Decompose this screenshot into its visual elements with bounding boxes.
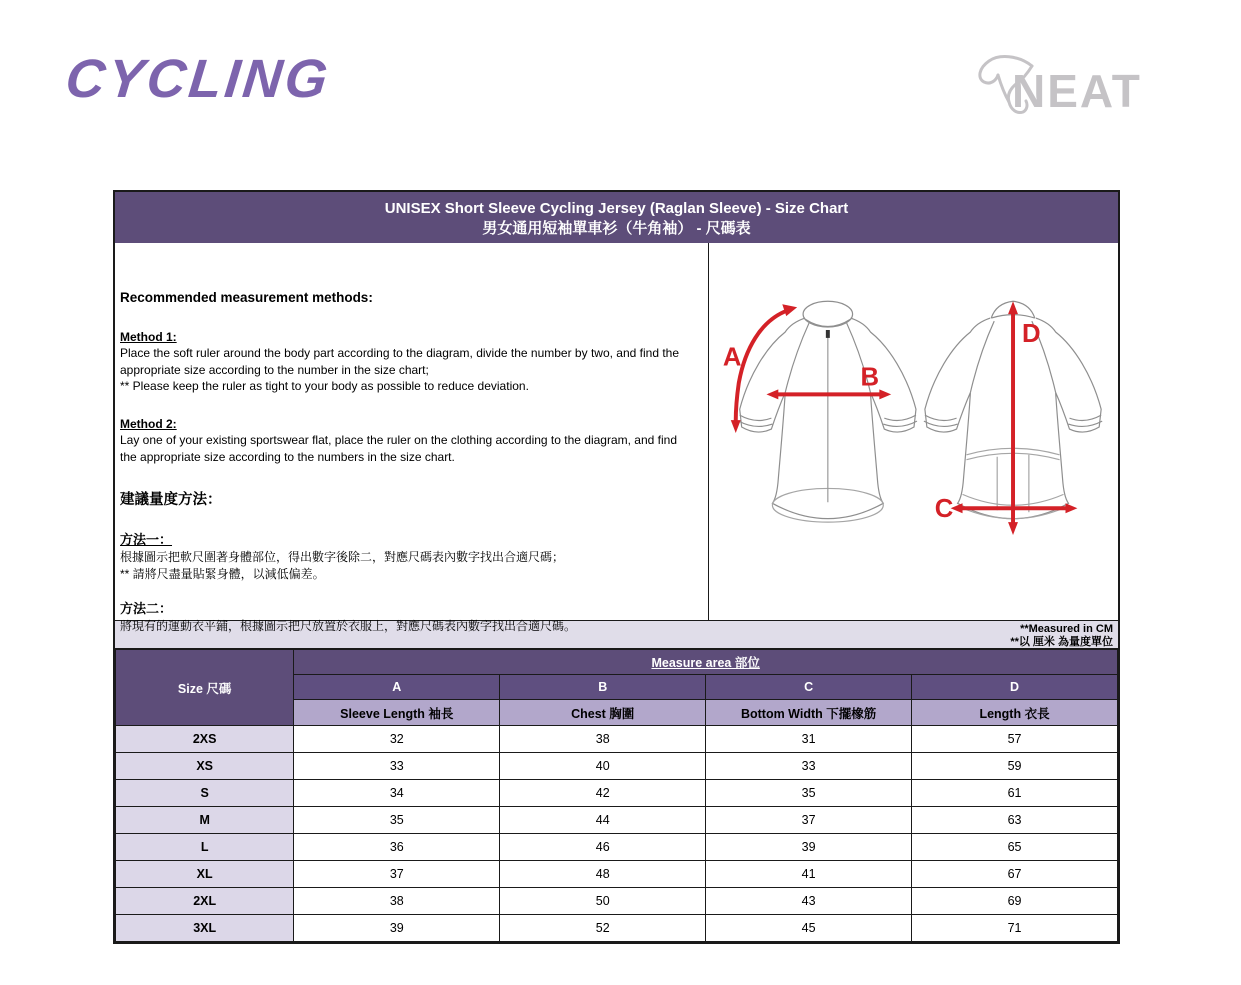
value-cell: 63	[912, 807, 1118, 834]
methods-heading-zh: 建議量度方法：	[120, 492, 222, 509]
zipper-pull	[826, 330, 830, 338]
method1-zh-text: 根據圖示把軟尺圍著身體部位，得出數字後除二，對應尺碼表內數字找出合適尺碼；	[120, 550, 565, 565]
value-cell: 39	[294, 915, 500, 942]
value-cell: 39	[706, 834, 912, 861]
label-b: B	[860, 363, 880, 392]
size-table	[115, 649, 1118, 942]
column-label-b: Chest 胸圍	[500, 700, 706, 726]
value-cell: 33	[706, 753, 912, 780]
methods-heading-en: Recommended measurement methods:	[120, 290, 373, 305]
document-title	[115, 192, 1118, 243]
value-cell: 38	[500, 726, 706, 753]
column-key-b: B	[500, 675, 706, 700]
value-cell: 34	[294, 780, 500, 807]
method2-title: Method 2:	[120, 416, 177, 431]
measurement-methods-panel	[115, 243, 709, 634]
value-cell: 36	[294, 834, 500, 861]
table-row	[116, 834, 1118, 861]
value-cell: 48	[500, 861, 706, 888]
method1-zh-title: 方法一：	[120, 532, 173, 548]
size-chart-document	[113, 190, 1120, 944]
title-line-zh: 男女通用短袖單車衫（牛角袖） - 尺碼表	[482, 219, 751, 237]
value-cell: 45	[706, 915, 912, 942]
method1-title: Method 1:	[120, 329, 177, 344]
value-cell: 57	[912, 726, 1118, 753]
table-row	[116, 807, 1118, 834]
column-label-c: Bottom Width 下擺橡筋	[706, 700, 912, 726]
neat-logo-text: NEAT	[1012, 65, 1142, 117]
method1-note: ** Please keep the ruler as tight to your body as possible to reduce deviation.	[120, 379, 529, 394]
method2-zh-title: 方法二：	[120, 601, 173, 617]
column-key-c: C	[706, 675, 912, 700]
method2-zh-text: 將現有的運動衣平鋪，根據圖示把尺放置於衣服上，對應尺碼表內數字找出合適尺碼。	[120, 619, 577, 634]
column-key-a: A	[294, 675, 500, 700]
table-row	[116, 726, 1118, 753]
label-c: C	[934, 495, 954, 524]
value-cell: 38	[294, 888, 500, 915]
value-cell: 50	[500, 888, 706, 915]
units-note-zh: **以 厘米 為量度單位	[1010, 636, 1113, 649]
value-cell: 65	[912, 834, 1118, 861]
value-cell: 44	[500, 807, 706, 834]
value-cell: 41	[706, 861, 912, 888]
method1-text: Place the soft ruler around the body part according to the diagram, divide the number by two, and find the appropriate size according to the number in the size chart;	[120, 346, 680, 377]
value-cell: 67	[912, 861, 1118, 888]
value-cell: 33	[294, 753, 500, 780]
size-cell: 3XL	[116, 915, 294, 942]
cycling-logo: CYCLING	[62, 49, 334, 109]
value-cell: 69	[912, 888, 1118, 915]
value-cell: 61	[912, 780, 1118, 807]
column-key-d: D	[912, 675, 1118, 700]
value-cell: 52	[500, 915, 706, 942]
size-cell: M	[116, 807, 294, 834]
value-cell: 35	[294, 807, 500, 834]
jersey-diagram-panel	[709, 243, 1118, 620]
size-cell: XS	[116, 753, 294, 780]
measure-area-header: Measure area 部位	[294, 650, 1118, 675]
value-cell: 40	[500, 753, 706, 780]
table-row	[116, 861, 1118, 888]
size-cell: 2XL	[116, 888, 294, 915]
value-cell: 46	[500, 834, 706, 861]
value-cell: 59	[912, 753, 1118, 780]
label-d: D	[1021, 319, 1041, 348]
method2-text: Lay one of your existing sportswear flat, place the ruler on the clothing according to the diagram, and find the appropriate size according to the numbers in the size chart.	[120, 433, 677, 464]
size-cell: 2XS	[116, 726, 294, 753]
column-label-a: Sleeve Length 袖長	[294, 700, 500, 726]
table-row	[116, 753, 1118, 780]
value-cell: 37	[706, 807, 912, 834]
label-a: A	[722, 343, 742, 372]
column-label-d: Length 衣長	[912, 700, 1118, 726]
value-cell: 37	[294, 861, 500, 888]
size-column-header: Size 尺碼	[116, 650, 294, 726]
value-cell: 71	[912, 915, 1118, 942]
jersey-measure-diagram	[709, 243, 1118, 620]
table-row	[116, 888, 1118, 915]
value-cell: 32	[294, 726, 500, 753]
title-line-en: UNISEX Short Sleeve Cycling Jersey (Raglan Sleeve) - Size Chart	[384, 200, 849, 217]
units-note-en: **Measured in CM	[1020, 623, 1113, 635]
table-row	[116, 915, 1118, 942]
value-cell: 42	[500, 780, 706, 807]
size-cell: S	[116, 780, 294, 807]
value-cell: 43	[706, 888, 912, 915]
size-cell: L	[116, 834, 294, 861]
neat-logo	[972, 52, 1172, 124]
value-cell: 31	[706, 726, 912, 753]
size-cell: XL	[116, 861, 294, 888]
table-row	[116, 780, 1118, 807]
value-cell: 35	[706, 780, 912, 807]
method1-zh-note: ** 請將尺盡量貼緊身體，以減低偏差。	[120, 566, 325, 581]
